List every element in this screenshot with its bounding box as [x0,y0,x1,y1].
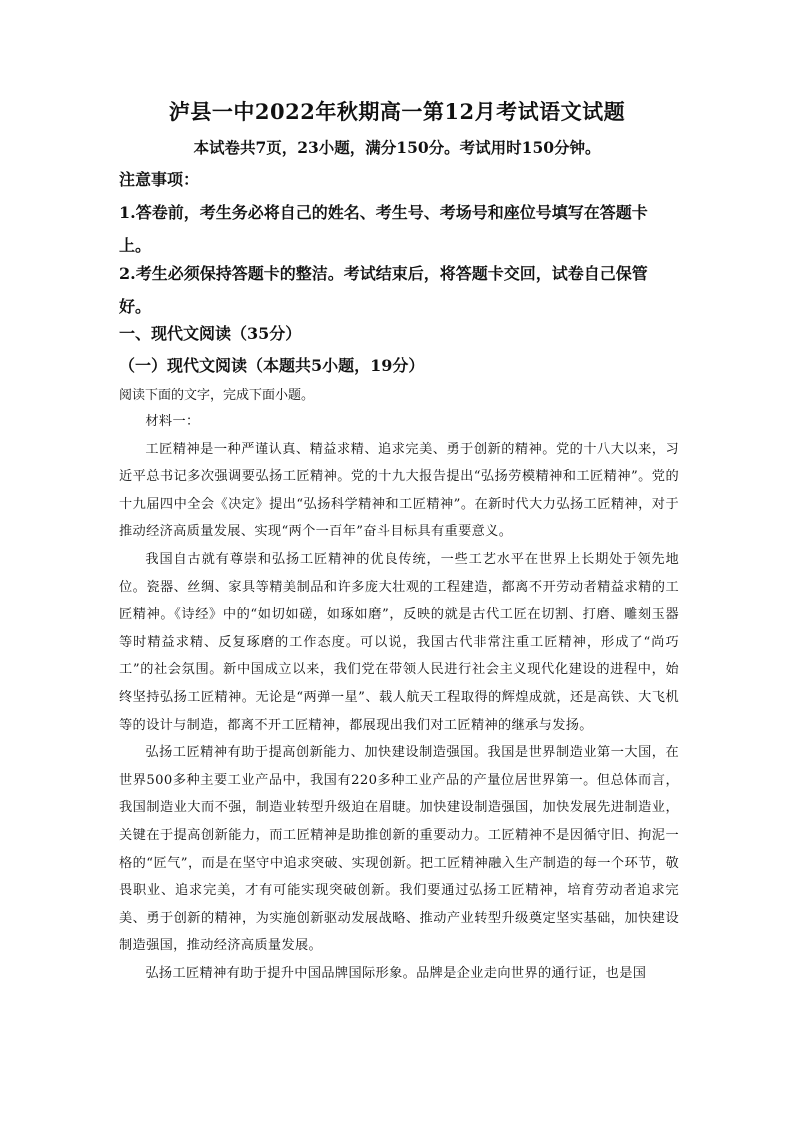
paragraph-2: 我国自古就有尊崇和弘扬工匠精神的优良传统，一些工艺水平在世界上长期处于领先地位。瓷器、丝绸、家具等精美制品和许多庞大壮观的工程建造，都离不开劳动者精益求精的工匠精神。《诗经》中的“如切如磋，如琢如磨”，反映的就是古代工匠在切割、打磨、雕刻玉器等时精益求精、反复琢磨的工作态度。可以说，我国古代非常注重工匠精神，形成了“尚巧工”的社会氛围。新中国成立以来，我们党在带领人民进行社会主义现代化建设的进程中，始终坚持弘扬工匠精神。无论是“两弹一星”、载人航天工程取得的辉煌成就，还是高铁、大飞机等的设计与制造，都离不开工匠精神，都展现出我们对工匠精神的继承与发扬。 [119,551,679,733]
paragraph-1: 工匠精神是一种严谨认真、精益求精、追求完美、勇于创新的精神。党的十八大以来，习近平总书记多次强调要弘扬工匠精神。党的十九大报告提出“弘扬劳模精神和工匠精神”。党的十九届四中全会《决定》提出“弘扬科学精神和工匠精神”。在新时代大力弘扬工匠精神，对于推动经济高质量发展、实现“两个一百年”奋斗目标具有重要意义。 [119,441,679,540]
notice-heading: 注意事项： [119,170,200,189]
subsection-heading: （一）现代文阅读（本题共5小题，19分） [119,356,425,375]
material-label: 材料一： [145,414,200,429]
notice-item-2: 2.考生必须保持答题卡的整洁。考试结束后，将答题卡交回，试卷自己保管好。 [119,264,648,316]
exam-subtitle: 本试卷共7页，23小题，满分150分。考试用时150分钟。 [193,138,601,157]
paragraph-3: 弘扬工匠精神有助于提高创新能力、加快建设制造强国。我国是世界制造业第一大国，在世界500多种主要工业产品中，我国有220多种工业产品的产量位居世界第一。但总体而言，我国制造业大而不强，制造业转型升级迫在眉睫。加快建设制造强国，加快发展先进制造业，关键在于提高创新能力，而工匠精神是助推创新的重要动力。工匠精神不是因循守旧、拘泥一格的“匠气”，而是在坚守中追求突破、实现创新。把工匠精神融入生产制造的每一个环节，敬畏职业、追求完美，才有可能实现突破创新。我们要通过弘扬工匠精神，培育劳动者追求完美、勇于创新的精神，为实施创新驱动发展战略、推动产业转型升级奠定坚实基础，加快建设制造强国，推动经济高质量发展。 [119,745,679,954]
notice-item-1: 1.答卷前，考生务必将自己的姓名、考生号、考场号和座位号填写在答题卡上。 [119,203,648,255]
section-heading: 一、现代文阅读（35分） [119,324,302,343]
paragraph-4: 弘扬工匠精神有助于提升中国品牌国际形象。品牌是企业走向世界的通行证，也是国 [145,965,647,981]
reading-material [119,408,679,987]
reading-instruction: 阅读下面的文字，完成下面小题。 [119,388,315,403]
exam-title: 泸县一中2022年秋期高一第12月考试语文试题 [168,99,626,124]
